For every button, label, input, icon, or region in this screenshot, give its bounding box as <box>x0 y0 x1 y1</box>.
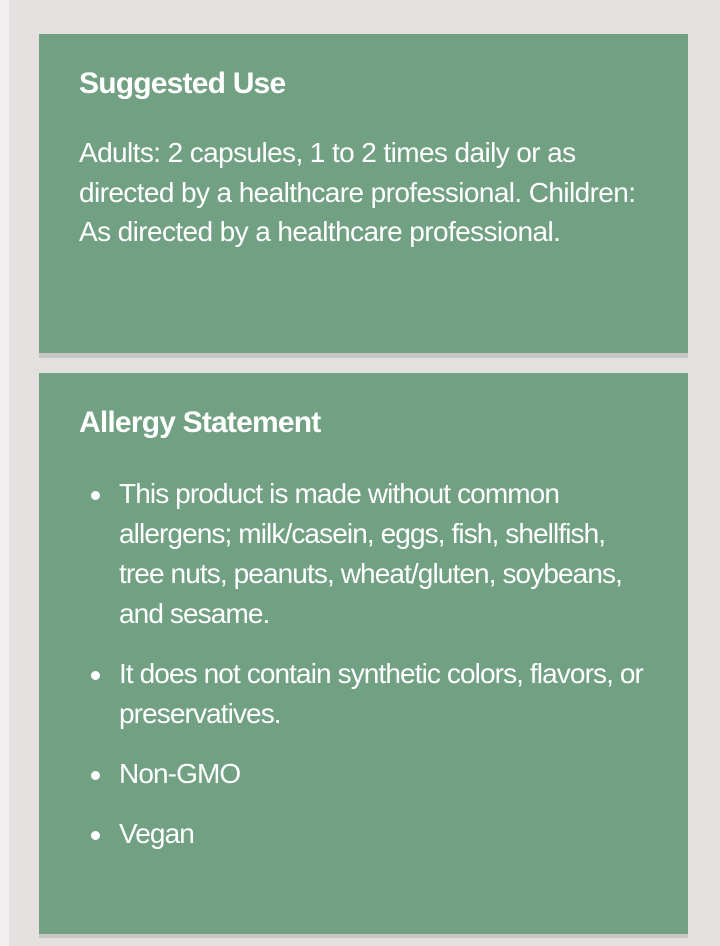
allergy-item-text: It does not contain synthetic colors, flavors, or preservatives. <box>119 658 643 729</box>
allergy-list-item <box>79 654 648 734</box>
bullet-icon <box>91 491 100 500</box>
allergy-item-text: This product is made without common allergens; milk/casein, eggs, fish, shellfish, tree nuts, peanuts, wheat/gluten, soybeans, and sesame. <box>119 478 622 629</box>
bullet-icon <box>91 671 100 680</box>
allergy-list-item <box>79 474 648 634</box>
bullet-icon <box>91 831 100 840</box>
suggested-use-card <box>39 34 688 353</box>
allergy-list <box>79 474 648 854</box>
allergy-item-text: Vegan <box>119 818 194 849</box>
bullet-icon <box>91 771 100 780</box>
allergy-list-item <box>79 754 648 794</box>
allergy-list-item <box>79 814 648 854</box>
allergy-statement-card <box>39 373 688 934</box>
allergy-statement-title: Allergy Statement <box>79 406 321 439</box>
suggested-use-text: Adults: 2 capsules, 1 to 2 times daily or as directed by a healthcare professional. Children: As directed by a healthcare professional. <box>79 137 636 247</box>
left-rail <box>0 0 9 946</box>
suggested-use-title: Suggested Use <box>79 67 286 100</box>
allergy-item-text: Non-GMO <box>119 758 241 789</box>
